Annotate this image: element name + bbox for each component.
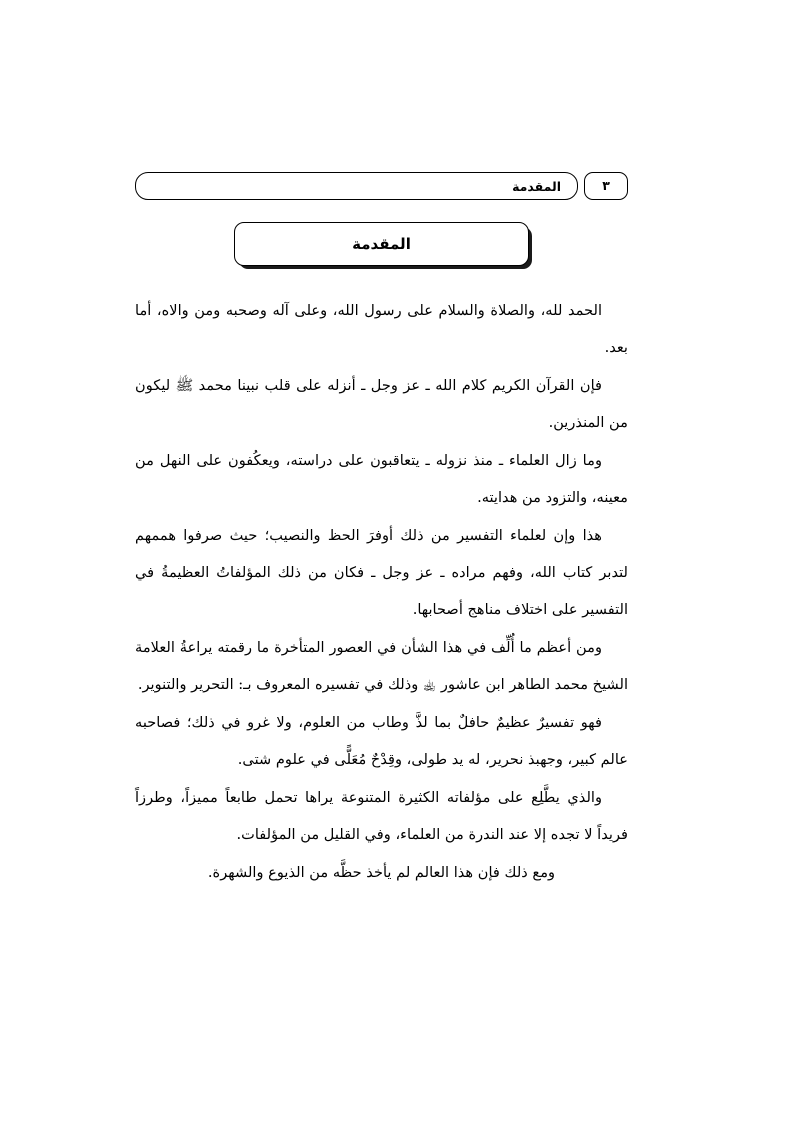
body-text <box>135 292 628 891</box>
page-number: ٣ <box>602 177 610 193</box>
running-header <box>135 172 628 200</box>
header-running-title: المقدمة <box>512 178 561 194</box>
page-content <box>135 172 628 892</box>
paragraph: فإن القرآن الكريم كلام الله ـ عز وجل ـ أنزله على قلب نبينا محمد ﷺ ليكون من المنذرين. <box>135 377 628 431</box>
paragraph: ومع ذلك فإن هذا العالم لم يأخذ حظَّه من الذيوع والشهرة. <box>207 864 556 881</box>
paragraph: وما زال العلماء ـ منذ نزوله ـ يتعاقبون على دراسته، ويعكُفون على النهل من معينه، والتزود من هدايته. <box>135 452 628 506</box>
section-title: المقدمة <box>352 235 411 253</box>
section-title-plaque <box>234 222 529 266</box>
paragraph: الحمد لله، والصلاة والسلام على رسول الله، وعلى آله وصحبه ومن والاه، أما بعد. <box>135 302 628 356</box>
paragraph: هذا وإن لعلماء التفسير من ذلك أوفرَ الحظ والنصيب؛ حيث صرفوا هممهم لتدبر كتاب الله، وفهم مراده ـ عز وجل ـ فكان من ذلك المؤلفاتُ العظيمةُ في التفسير على اختلاف مناهج أصحابها. <box>135 527 628 618</box>
paragraph: والذي يطَّلِع على مؤلفاته الكثيرة المتنوعة يراها تحمل طابعاً مميزاً، وطرزاً فريداً لا تجده إلا عند الندرة من العلماء، وفي القليل من المؤلفات. <box>135 789 628 843</box>
section-title-wrapper <box>135 222 628 266</box>
paragraph: ومن أعظم ما أُلِّف في هذا الشأن في العصور المتأخرة ما رقمته يراعةُ العلامة الشيخ محمد الطاهر ابن عاشور ﵀ وذلك في تفسيره المعروف بـ: التحرير والتنوير. <box>135 639 628 693</box>
paragraph: فهو تفسيرٌ عظيمٌ حافلٌ بما لذَّ وطاب من العلوم، ولا غرو في ذلك؛ فصاحبه عالم كبير، وجهبذ نحرير، له يد طولى، وقِدْحٌ مُعَلًّى في علوم شتى. <box>135 714 628 768</box>
page-number-box <box>584 172 628 200</box>
header-title-bar <box>135 172 578 200</box>
